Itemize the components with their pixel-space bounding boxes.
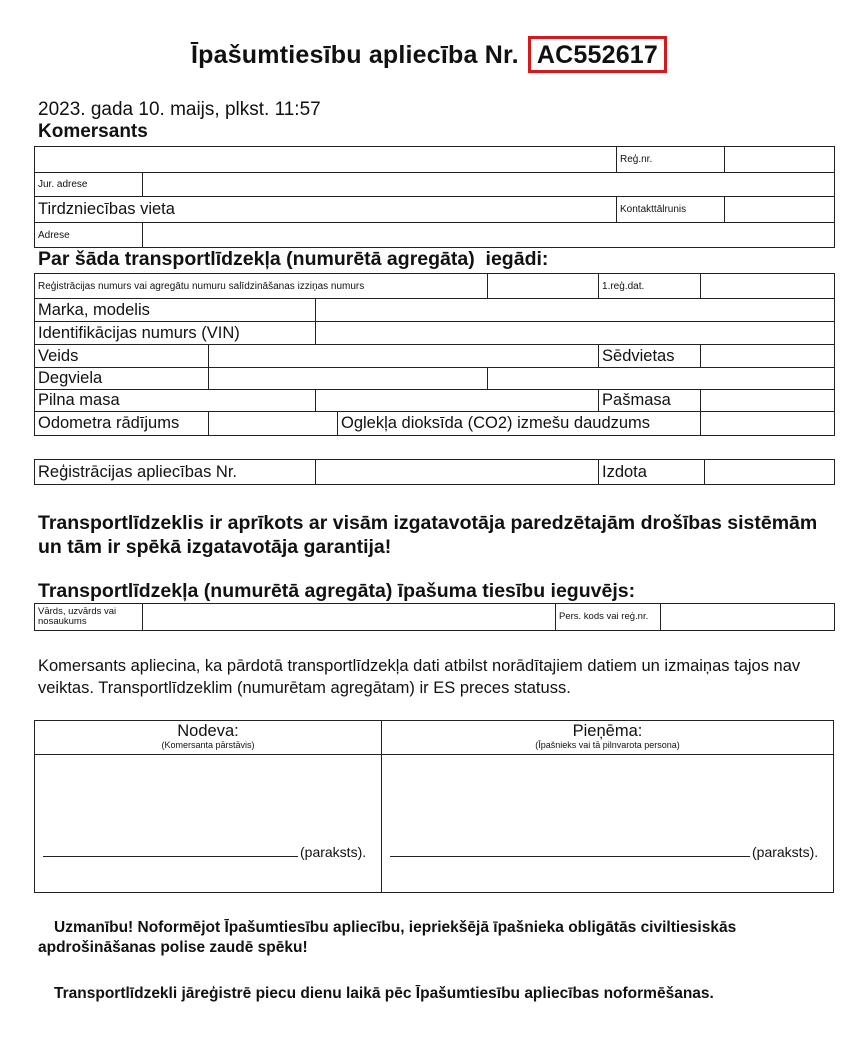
degviela-field[interactable] [209, 368, 488, 390]
nodeva-sign-label: (paraksts). [300, 844, 367, 860]
veids-field[interactable] [209, 345, 599, 368]
pienema-sub: (Īpašnieks vai tā pilnvarota persona) [535, 740, 680, 750]
nodeva-label: Nodeva: [177, 722, 239, 740]
page-title [0, 36, 858, 73]
pilna-masa-label: Pilna masa [35, 390, 316, 412]
vehicle-heading: Par šāda transportlīdzekļa (numurētā agregāta) iegādi: [38, 248, 549, 270]
marka-field[interactable] [316, 299, 835, 322]
pienema-column [382, 721, 833, 892]
jur-adrese-label: Jur. adrese [35, 173, 143, 197]
pasmasa-label: Pašmasa [599, 390, 701, 412]
komersants-heading: Komersants [38, 121, 148, 142]
owner-heading: Transportlīdzekļa (numurētā agregāta) īpašuma tiesību ieguvējs: [38, 580, 636, 602]
komersants-name-field[interactable] [35, 147, 617, 173]
safety-warning: Transportlīdzeklis ir aprīkots ar visām izgatavotāja paredzētajām drošības sistēmām un tām ir spēkā izgatavotāja garantija! [38, 512, 818, 558]
owner-code-label: Pers. kods vai reģ.nr. [556, 604, 661, 631]
owner-name-label: Vārds, uzvārds vai nosaukums [35, 604, 143, 631]
reg-cert-field[interactable] [316, 460, 599, 485]
pienema-sign-label: (paraksts). [752, 844, 819, 860]
nodeva-signature-line[interactable] [43, 844, 366, 860]
kontakttalrunis-field[interactable] [725, 197, 835, 223]
vin-field[interactable] [316, 322, 835, 345]
reg-num-compare-label: Reģistrācijas numurs vai agregātu numuru salīdzināšanas izziņas numurs [35, 274, 488, 299]
odometrs-field[interactable] [209, 412, 338, 436]
owner-table [34, 603, 835, 631]
sedvietas-field[interactable] [701, 345, 835, 368]
owner-name-field[interactable] [143, 604, 556, 631]
reg-cert-table [34, 459, 835, 485]
tirdz-vieta-label: Tirdzniecības vieta [35, 197, 617, 223]
first-reg-label: 1.reģ.dat. [599, 274, 701, 299]
issue-date: 2023. gada 10. maijs, plkst. 11:57 [38, 99, 321, 120]
veids-label: Veids [35, 345, 209, 368]
adrese-label: Adrese [35, 223, 143, 248]
adrese-field[interactable] [143, 223, 835, 248]
reg-nr-field[interactable] [725, 147, 835, 173]
pasmasa-field[interactable] [701, 390, 835, 412]
vehicle-table [34, 273, 835, 436]
owner-code-field[interactable] [661, 604, 835, 631]
degviela-label: Degviela [35, 368, 209, 390]
statement-text: Komersants apliecina, ka pārdotā transportlīdzekļa dati atbilst norādītajiem datiem un izmaiņas tajos nav veiktas. Transportlīdzeklim (numurētam agregātam) ir ES preces statuss. [38, 657, 801, 697]
kontakttalrunis-label: Kontakttālrunis [617, 197, 725, 223]
co2-field[interactable] [701, 412, 835, 436]
odometrs-label: Odometra rādījums [35, 412, 209, 436]
sedvietas-label: Sēdvietas [599, 345, 701, 368]
register-note: Transportlīdzekli jāreģistrē piecu dienu laikā pēc Īpašumtiesību apliecības noformēšanas. [54, 985, 714, 1002]
izdota-label: Izdota [599, 460, 705, 485]
certificate-number: AC552617 [528, 36, 667, 73]
degviela-field-2[interactable] [488, 368, 835, 390]
reg-nr-label: Reģ.nr. [617, 147, 725, 173]
pilna-masa-field[interactable] [316, 390, 599, 412]
komersants-table [34, 146, 835, 248]
izdota-field[interactable] [705, 460, 835, 485]
pienema-signature-line[interactable] [390, 844, 818, 860]
marka-label: Marka, modelis [35, 299, 316, 322]
title-prefix: Īpašumtiesību apliecība Nr. [190, 41, 519, 69]
nodeva-column [35, 721, 382, 892]
reg-num-compare-field[interactable] [488, 274, 599, 299]
pienema-line [390, 856, 750, 857]
insurance-note: Uzmanību! Noformējot Īpašumtiesību apliecību, iepriekšējā īpašnieka obligātās civiltiesiskās apdrošināšanas polise zaudē spēku! [38, 919, 737, 956]
pienema-label: Pieņēma: [572, 722, 643, 740]
reg-cert-label: Reģistrācijas apliecības Nr. [35, 460, 316, 485]
nodeva-line [43, 856, 298, 857]
vin-label: Identifikācijas numurs (VIN) [35, 322, 316, 345]
jur-adrese-field[interactable] [143, 173, 835, 197]
signature-box [34, 720, 834, 893]
first-reg-field[interactable] [701, 274, 835, 299]
nodeva-sub: (Komersanta pārstāvis) [161, 740, 255, 750]
co2-label: Oglekļa dioksīda (CO2) izmešu daudzums [338, 412, 701, 436]
